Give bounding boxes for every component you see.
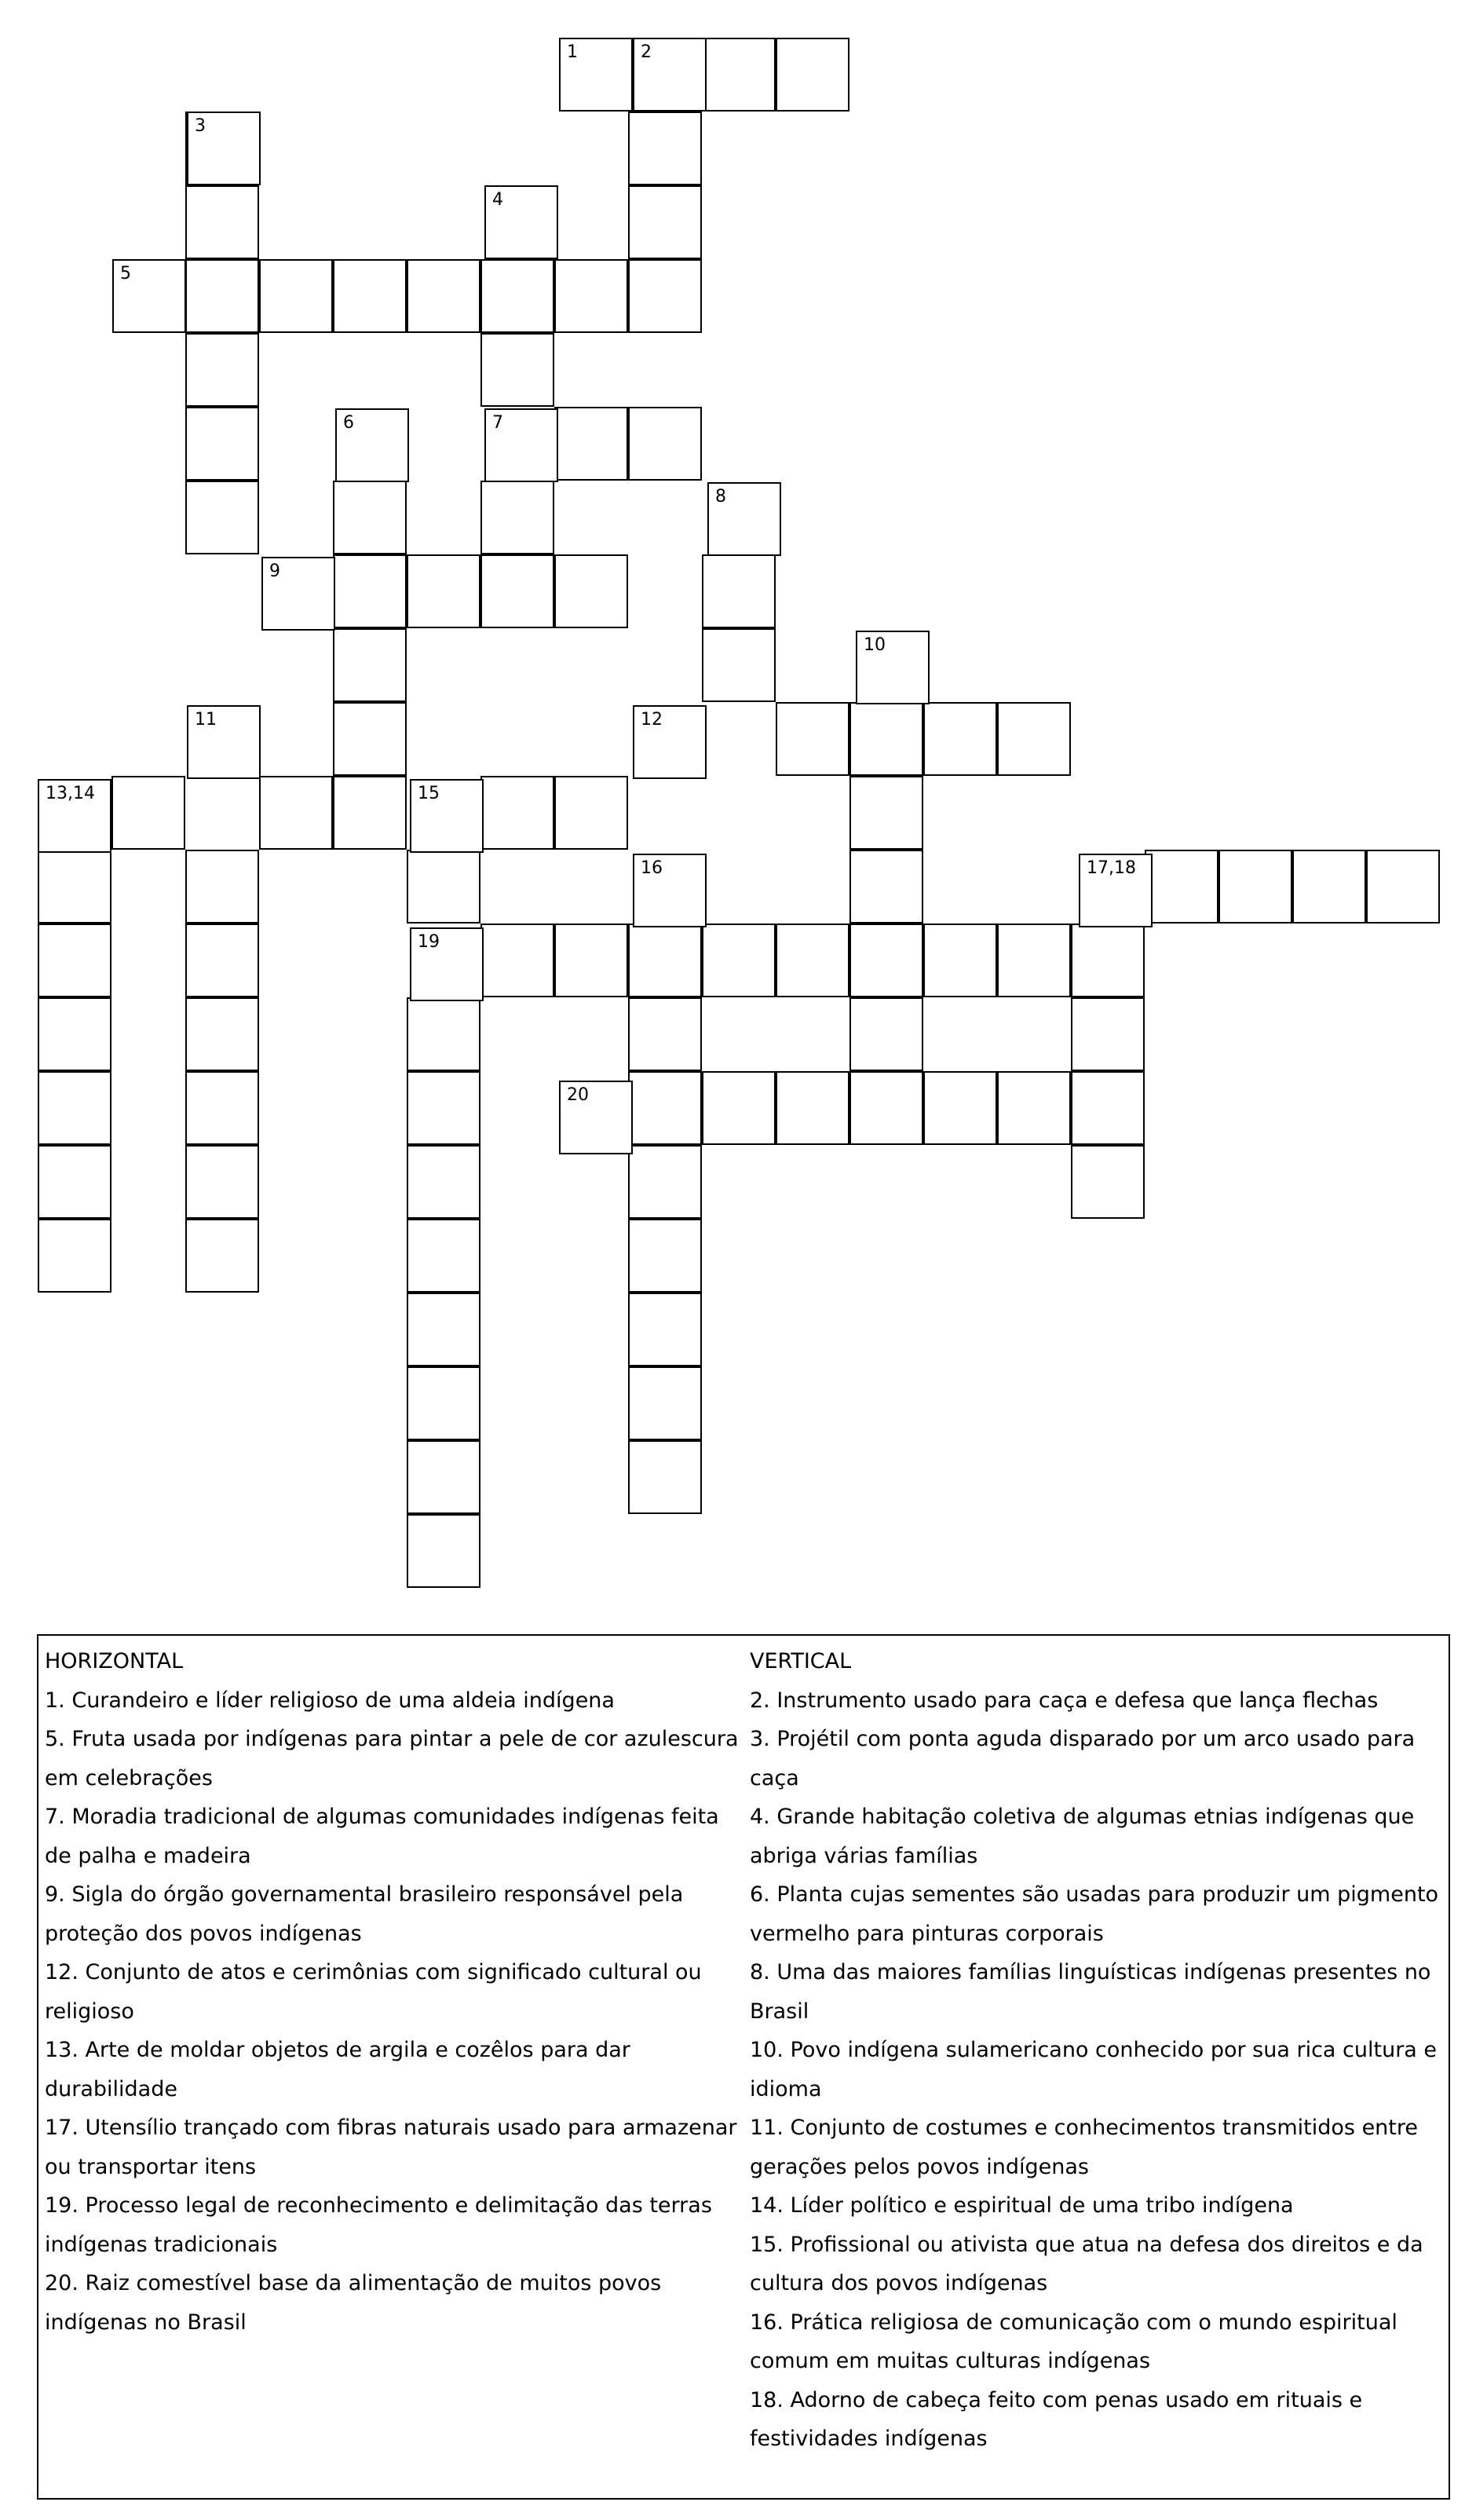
grid-cell[interactable] [38,997,111,1071]
grid-cell[interactable] [185,259,259,333]
grid-cell[interactable] [849,1071,923,1145]
clue-text: 18. Adorno de cabeça feito com penas usado em rituais e festividades indígenas [750,2387,1363,2451]
grid-cell[interactable] [407,1514,480,1588]
grid-cell[interactable] [38,1145,111,1219]
grid-cell[interactable] [1079,854,1153,927]
grid-cell[interactable] [407,1366,480,1440]
grid-cell[interactable] [480,554,554,628]
grid-cell[interactable] [849,997,923,1071]
grid-cell[interactable] [702,554,776,628]
grid-cell[interactable] [484,408,558,482]
horizontal-clues [45,1642,743,2342]
grid-cell[interactable] [407,1293,480,1366]
clue-number: 11 [195,710,217,730]
grid-cell[interactable] [1071,1145,1145,1219]
clue-number: 7 [492,413,503,433]
grid-cell[interactable] [1218,850,1292,924]
vertical-clues [750,1642,1445,2459]
clue-number: 2 [641,42,652,62]
clue-number: 19 [418,932,440,952]
grid-cell[interactable] [410,779,484,853]
grid-cell[interactable] [1366,850,1440,924]
clue-text: 5. Fruta usada por indígenas para pintar a pele de cor azulescura em celebrações [45,1727,739,1790]
clue-text: 10. Povo indígena sulamericano conhecido por sua rica cultura e idioma [750,2038,1438,2101]
grid-cell[interactable] [707,482,781,556]
grid-cell[interactable] [559,1081,633,1154]
grid-cell[interactable] [997,702,1071,776]
clue-number: 8 [715,487,726,507]
grid-cell[interactable] [185,850,259,924]
vertical-heading: VERTICAL [750,1649,852,1673]
grid-cell[interactable] [702,628,776,702]
grid-cell[interactable] [185,481,259,554]
grid-cell[interactable] [480,333,554,407]
grid-cell[interactable] [480,259,554,333]
grid-cell[interactable] [628,112,702,185]
grid-cell[interactable] [849,702,923,776]
grid-cell[interactable] [1071,924,1145,997]
grid-cell[interactable] [407,259,480,333]
clue-number: 4 [492,190,503,210]
grid-cell[interactable] [407,554,480,628]
grid-cell[interactable] [185,407,259,481]
grid-cell[interactable] [559,38,633,112]
clue-text: 17. Utensílio trançado com fibras naturais usado para armazenar ou transportar itens [45,2116,737,2179]
grid-cell[interactable] [997,924,1071,997]
grid-cell[interactable] [1071,997,1145,1071]
grid-cell[interactable] [333,481,407,554]
clue-text: 13. Arte de moldar objetos de argila e cozêlos para dar durabilidade [45,2038,630,2101]
grid-cell[interactable] [633,854,707,927]
grid-cell[interactable] [628,1071,702,1145]
grid-cell[interactable] [185,924,259,997]
grid-cell[interactable] [628,1219,702,1293]
grid-cell[interactable] [923,702,997,776]
grid-cell[interactable] [111,776,185,850]
grid-cell[interactable] [185,997,259,1071]
grid-cell[interactable] [849,776,923,850]
grid-cell[interactable] [923,1071,997,1145]
grid-cell[interactable] [628,1366,702,1440]
clue-number: 5 [120,264,131,283]
clue-text: 20. Raiz comestível base da alimentação de muitos povos indígenas no Brasil [45,2271,662,2335]
horizontal-heading: HORIZONTAL [45,1649,184,1673]
grid-cell[interactable] [1292,850,1366,924]
grid-cell[interactable] [554,554,628,628]
clue-text: 15. Profissional ou ativista que atua na defesa dos direitos e da cultura dos povos indígenas [750,2232,1423,2295]
grid-cell[interactable] [407,850,480,924]
clue-number: 12 [641,710,663,730]
clue-number: 9 [269,561,280,581]
grid-cell[interactable] [628,259,702,333]
clue-text: 8. Uma das maiores famílias linguísticas indígenas presentes no Brasil [750,1960,1431,2024]
grid-cell[interactable] [407,997,480,1071]
clue-text: 3. Projétil com ponta aguda disparado por um arco usado para caça [750,1727,1416,1790]
clue-text: 6. Planta cujas sementes são usadas para produzir um pigmento vermelho para pinturas corporais [750,1882,1439,1946]
grid-cell[interactable] [702,1071,776,1145]
grid-cell[interactable] [1145,850,1218,924]
clue-text: 12. Conjunto de atos e cerimônias com significado cultural ou religioso [45,1960,702,2024]
grid-cell[interactable] [997,1071,1071,1145]
grid-cell[interactable] [38,850,111,924]
grid-cell[interactable] [333,702,407,776]
grid-cell[interactable] [849,850,923,924]
clue-text: 19. Processo legal de reconhecimento e delimitação das terras indígenas tradicionais [45,2193,712,2257]
grid-cell[interactable] [849,924,923,997]
grid-cell[interactable] [628,997,702,1071]
clue-text: 7. Moradia tradicional de algumas comunidades indígenas feita de palha e madeira [45,1805,719,1868]
grid-cell[interactable] [554,924,628,997]
clue-text: 9. Sigla do órgão governamental brasileiro responsável pela proteção dos povos indígenas [45,1882,684,1946]
grid-cell[interactable] [187,112,261,185]
grid-cell[interactable] [407,1219,480,1293]
grid-cell[interactable] [702,38,776,112]
clue-number: 15 [418,784,440,803]
clue-number: 16 [641,858,663,878]
grid-cell[interactable] [480,481,554,554]
grid-cell[interactable] [333,776,407,850]
grid-cell[interactable] [856,631,930,704]
clue-number: 10 [864,635,886,655]
grid-cell[interactable] [554,259,628,333]
grid-cell[interactable] [628,1440,702,1514]
grid-cell[interactable] [410,927,484,1001]
grid-cell[interactable] [628,407,702,481]
grid-cell[interactable] [628,1145,702,1219]
grid-cell[interactable] [185,1071,259,1145]
grid-cell[interactable] [923,924,997,997]
grid-cell[interactable] [38,1071,111,1145]
clue-text: 4. Grande habitação coletiva de algumas etnias indígenas que abriga várias famílias [750,1805,1415,1868]
grid-cell[interactable] [185,1145,259,1219]
grid-cell[interactable] [187,705,261,779]
grid-cell[interactable] [480,924,554,997]
grid-cell[interactable] [554,776,628,850]
grid-cell[interactable] [38,924,111,997]
clue-text: 2. Instrumento usado para caça e defesa que lança flechas [750,1688,1379,1713]
clue-text: 16. Prática religiosa de comunicação com o mundo espiritual comum em muitas culturas indígenas [750,2310,1397,2373]
grid-cell[interactable] [261,557,335,631]
grid-cell[interactable] [38,1219,111,1293]
grid-cell[interactable] [333,628,407,702]
clue-number: 17,18 [1087,858,1136,878]
grid-cell[interactable] [776,1071,849,1145]
grid-cell[interactable] [702,924,776,997]
clue-number: 13,14 [46,784,95,803]
clue-text: 11. Conjunto de costumes e conhecimentos transmitidos entre gerações pelos povos indígenas [750,2116,1419,2179]
grid-cell[interactable] [554,407,628,481]
grid-cell[interactable] [259,259,333,333]
grid-cell[interactable] [480,776,554,850]
grid-cell[interactable] [259,776,333,850]
grid-cell[interactable] [333,554,407,628]
grid-cell[interactable] [776,702,849,776]
clue-text: 14. Líder político e espiritual de uma tribo indígena [750,2193,1294,2218]
grid-cell[interactable] [628,924,702,997]
clue-number: 20 [567,1085,589,1105]
clues-box [37,1634,1450,2500]
grid-cell[interactable] [407,1071,480,1145]
clue-number: 6 [343,413,354,433]
grid-cell[interactable] [407,1145,480,1219]
grid-cell[interactable] [484,185,558,259]
grid-cell[interactable] [1071,1071,1145,1145]
grid-cell[interactable] [185,185,259,259]
grid-cell[interactable] [112,259,186,333]
grid-cell[interactable] [776,38,849,112]
clue-text: 1. Curandeiro e líder religioso de uma aldeia indígena [45,1688,615,1713]
grid-cell[interactable] [185,1219,259,1293]
clue-number: 1 [567,42,578,62]
grid-cell[interactable] [776,924,849,997]
grid-cell[interactable] [185,333,259,407]
grid-cell[interactable] [628,185,702,259]
grid-cell[interactable] [335,408,409,482]
grid-cell[interactable] [628,1293,702,1366]
grid-cell[interactable] [38,779,111,853]
grid-cell[interactable] [407,1440,480,1514]
grid-cell[interactable] [633,38,707,112]
grid-cell[interactable] [333,259,407,333]
grid-cell[interactable] [633,705,707,779]
clue-number: 3 [195,116,206,136]
